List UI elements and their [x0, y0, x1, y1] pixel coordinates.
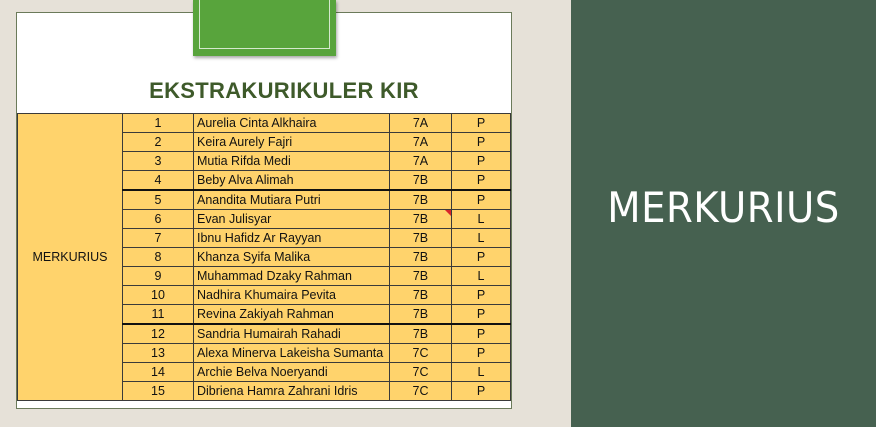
class-cell-text: 7B — [412, 173, 429, 187]
class-cell-text: 7B — [412, 288, 429, 302]
student-name-cell — [194, 363, 390, 382]
gender-cell — [452, 210, 511, 229]
green-header-tab — [193, 0, 336, 56]
class-cell — [390, 382, 452, 401]
student-name-cell-text: Revina Zakiyah Rahman — [197, 307, 334, 321]
row-number-cell-text: 2 — [154, 135, 162, 149]
row-number-cell-text: 12 — [151, 327, 165, 341]
gender-cell-text: P — [476, 173, 486, 187]
class-cell-text: 7A — [412, 135, 429, 149]
row-number-cell — [123, 190, 194, 210]
row-number-cell — [123, 171, 194, 191]
row-number-cell — [123, 229, 194, 248]
class-cell — [390, 248, 452, 267]
student-name-cell-text: Ibnu Hafidz Ar Rayyan — [197, 231, 322, 245]
student-name-cell-text: Beby Alva Alimah — [197, 173, 294, 187]
table-row — [18, 114, 511, 133]
gender-cell-text: L — [477, 269, 485, 283]
student-name-cell — [194, 286, 390, 305]
gender-cell — [452, 133, 511, 152]
class-cell-text: 7C — [412, 384, 429, 398]
student-name-cell-text: Alexa Minerva Lakeisha Sumanta — [197, 346, 384, 360]
class-cell — [390, 344, 452, 363]
gender-cell — [452, 363, 511, 382]
gender-cell-text: P — [476, 154, 486, 168]
gender-cell-text: P — [476, 346, 486, 360]
gender-cell-text: P — [476, 327, 486, 341]
student-name-cell — [194, 190, 390, 210]
gender-cell — [452, 286, 511, 305]
slide-title: MERKURIUS — [607, 183, 840, 232]
student-name-cell-text: Dibriena Hamra Zahrani Idris — [197, 384, 358, 398]
row-number-cell — [123, 344, 194, 363]
class-cell-text: 7A — [412, 116, 429, 130]
gender-cell-text: P — [476, 193, 486, 207]
row-number-cell-text: 3 — [154, 154, 162, 168]
row-number-cell — [123, 152, 194, 171]
green-tab-border — [199, 0, 330, 49]
row-number-cell-text: 15 — [151, 384, 165, 398]
class-cell — [390, 267, 452, 286]
gender-cell-text: L — [477, 365, 485, 379]
row-number-cell-text: 6 — [154, 212, 162, 226]
gender-cell-text: P — [476, 384, 486, 398]
gender-cell-text: P — [476, 250, 486, 264]
gender-cell — [452, 344, 511, 363]
row-number-cell-text: 1 — [154, 116, 162, 130]
class-cell-text: 7C — [412, 346, 429, 360]
class-cell-text: 7A — [412, 154, 429, 168]
class-cell-text: 7B — [412, 327, 429, 341]
row-number-cell — [123, 133, 194, 152]
gender-cell — [452, 305, 511, 325]
student-name-cell — [194, 114, 390, 133]
member-table — [17, 113, 511, 401]
gender-cell — [452, 152, 511, 171]
student-name-cell — [194, 133, 390, 152]
row-number-cell — [123, 114, 194, 133]
row-number-cell — [123, 363, 194, 382]
row-number-cell-text: 8 — [154, 250, 162, 264]
comment-indicator-icon — [445, 210, 451, 216]
student-name-cell — [194, 324, 390, 344]
row-number-cell-text: 5 — [154, 193, 162, 207]
class-cell-text: 7B — [412, 193, 429, 207]
table-title: EKSTRAKURIKULER KIR — [149, 78, 419, 103]
class-cell — [390, 305, 452, 325]
class-cell-text: 7B — [412, 231, 429, 245]
student-name-cell-text: Evan Julisyar — [197, 212, 272, 226]
class-cell-text: 7B — [412, 250, 429, 264]
gender-cell-text: P — [476, 307, 486, 321]
gender-cell — [452, 248, 511, 267]
student-name-cell-text: Archie Belva Noeryandi — [197, 365, 328, 379]
student-name-cell — [194, 210, 390, 229]
row-number-cell-text: 13 — [151, 346, 165, 360]
gender-cell-text: L — [477, 212, 485, 226]
row-number-cell — [123, 324, 194, 344]
student-name-cell — [194, 248, 390, 267]
student-name-cell-text: Aurelia Cinta Alkhaira — [197, 116, 317, 130]
class-cell-text: 7B — [412, 307, 429, 321]
row-number-cell-text: 14 — [151, 365, 165, 379]
student-name-cell-text: Mutia Rifda Medi — [197, 154, 291, 168]
gender-cell — [452, 190, 511, 210]
gender-cell — [452, 229, 511, 248]
class-cell — [390, 114, 452, 133]
gender-cell — [452, 171, 511, 191]
row-number-cell — [123, 210, 194, 229]
gender-cell — [452, 267, 511, 286]
row-number-cell-text: 9 — [154, 269, 162, 283]
class-cell — [390, 363, 452, 382]
row-number-cell-text: 7 — [154, 231, 162, 245]
class-cell-text: 7B — [412, 212, 429, 226]
gender-cell-text: P — [476, 116, 486, 130]
row-number-cell — [123, 382, 194, 401]
student-name-cell-text: Anandita Mutiara Putri — [197, 193, 321, 207]
student-name-cell-text: Sandria Humairah Rahadi — [197, 327, 341, 341]
class-cell — [390, 133, 452, 152]
row-number-cell-text: 10 — [151, 288, 165, 302]
student-name-cell — [194, 152, 390, 171]
row-number-cell-text: 4 — [154, 173, 162, 187]
student-name-cell — [194, 229, 390, 248]
group-name-cell: MERKURIUS — [18, 114, 123, 401]
gender-cell — [452, 324, 511, 344]
row-number-cell — [123, 305, 194, 325]
student-name-cell — [194, 267, 390, 286]
student-name-cell-text: Nadhira Khumaira Pevita — [197, 288, 336, 302]
class-cell — [390, 229, 452, 248]
class-cell-text: 7C — [412, 365, 429, 379]
student-name-cell — [194, 305, 390, 325]
class-cell — [390, 152, 452, 171]
class-cell — [390, 171, 452, 191]
student-name-cell — [194, 382, 390, 401]
class-cell-text: 7B — [412, 269, 429, 283]
gender-cell — [452, 114, 511, 133]
class-cell — [390, 286, 452, 305]
student-name-cell-text: Khanza Syifa Malika — [197, 250, 311, 264]
class-cell — [390, 210, 452, 229]
student-name-cell-text: Muhammad Dzaky Rahman — [197, 269, 352, 283]
row-number-cell — [123, 267, 194, 286]
row-number-cell — [123, 248, 194, 267]
gender-cell-text: P — [476, 288, 486, 302]
student-name-cell — [194, 344, 390, 363]
row-number-cell-text: 11 — [151, 307, 165, 321]
student-name-cell — [194, 171, 390, 191]
student-name-cell-text: Keira Aurely Fajri — [197, 135, 293, 149]
gender-cell — [452, 382, 511, 401]
class-cell — [390, 190, 452, 210]
row-number-cell — [123, 286, 194, 305]
slide-right-panel — [571, 0, 876, 427]
gender-cell-text: L — [477, 231, 485, 245]
class-cell — [390, 324, 452, 344]
gender-cell-text: P — [476, 135, 486, 149]
